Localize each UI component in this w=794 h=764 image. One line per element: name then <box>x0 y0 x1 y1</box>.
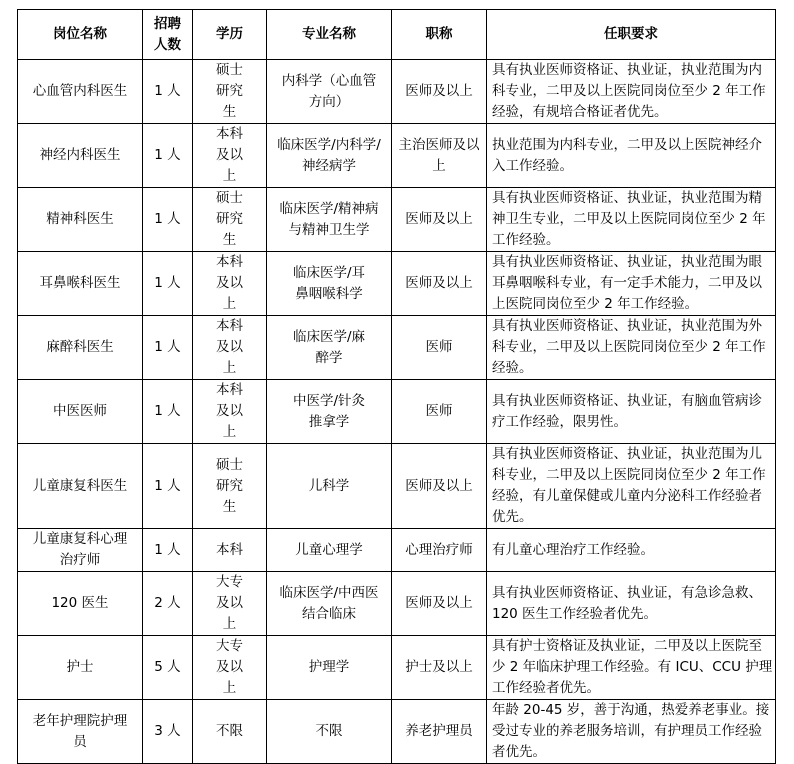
headcount-cell: 1 人 <box>143 529 193 572</box>
table-row <box>18 252 776 316</box>
position-cell: 护士 <box>18 636 143 700</box>
requirements-cell: 具有执业医师资格证、执业证，有脑血管病诊疗工作经验，限男性。 <box>487 380 776 444</box>
education-cell: 本科及以上 <box>193 316 267 380</box>
table-row <box>18 124 776 188</box>
education-cell: 不限 <box>193 700 267 764</box>
table-row <box>18 700 776 764</box>
headcount-cell: 1 人 <box>143 252 193 316</box>
headcount-cell: 1 人 <box>143 60 193 124</box>
headcount-cell: 2 人 <box>143 572 193 636</box>
headcount-cell: 1 人 <box>143 316 193 380</box>
table-row <box>18 529 776 572</box>
education-cell: 本科及以上 <box>193 252 267 316</box>
education-cell: 硕士研究生 <box>193 188 267 252</box>
position-cell: 儿童康复科医生 <box>18 444 143 529</box>
education-cell: 大专及以上 <box>193 572 267 636</box>
title-cell: 医师及以上 <box>392 572 487 636</box>
title-cell: 养老护理员 <box>392 700 487 764</box>
requirements-cell: 年龄 20-45 岁，善于沟通，热爱养老事业。接受过专业的养老服务培训，有护理员工作经验者优先。 <box>487 700 776 764</box>
header-education: 学历 <box>193 10 267 60</box>
requirements-cell: 具有执业医师资格证、执业证，执业范围为内科专业，二甲及以上医院同岗位至少 2 年工作经验，有规培合格证者优先。 <box>487 60 776 124</box>
title-cell: 医师 <box>392 380 487 444</box>
major-cell: 儿童心理学 <box>267 529 392 572</box>
major-cell: 临床医学/麻醉学 <box>267 316 392 380</box>
headcount-cell: 1 人 <box>143 380 193 444</box>
header-major: 专业名称 <box>267 10 392 60</box>
requirements-cell: 具有执业医师资格证、执业证，执业范围为外科专业，二甲及以上医院同岗位至少 2 年工作经验。 <box>487 316 776 380</box>
headcount-cell: 5 人 <box>143 636 193 700</box>
requirements-cell: 具有执业医师资格证、执业证，有急诊急救、120 医生工作经验者优先。 <box>487 572 776 636</box>
education-cell: 本科及以上 <box>193 124 267 188</box>
header-title: 职称 <box>392 10 487 60</box>
position-cell: 神经内科医生 <box>18 124 143 188</box>
education-cell: 硕士研究生 <box>193 60 267 124</box>
requirements-cell: 具有护士资格证及执业证，二甲及以上医院至少 2 年临床护理工作经验。有 ICU、CCU 护理工作经验者优先。 <box>487 636 776 700</box>
table-row <box>18 380 776 444</box>
major-cell: 不限 <box>267 700 392 764</box>
table-row <box>18 188 776 252</box>
headcount-cell: 1 人 <box>143 444 193 529</box>
major-cell: 临床医学/精神病与精神卫生学 <box>267 188 392 252</box>
title-cell: 医师及以上 <box>392 188 487 252</box>
table-header-row <box>18 10 776 60</box>
table-row <box>18 316 776 380</box>
position-cell: 精神科医生 <box>18 188 143 252</box>
position-cell: 儿童康复科心理治疗师 <box>18 529 143 572</box>
requirements-cell: 有儿童心理治疗工作经验。 <box>487 529 776 572</box>
requirements-cell: 具有执业医师资格证、执业证，执业范围为眼耳鼻咽喉科专业，有一定手术能力，二甲及以上医院同岗位至少 2 年工作经验。 <box>487 252 776 316</box>
major-cell: 临床医学/中西医结合临床 <box>267 572 392 636</box>
requirements-cell: 具有执业医师资格证、执业证，执业范围为精神卫生专业，二甲及以上医院同岗位至少 2 年工作经验。 <box>487 188 776 252</box>
recruitment-table <box>17 9 776 764</box>
major-cell: 内科学（心血管方向） <box>267 60 392 124</box>
title-cell: 医师及以上 <box>392 444 487 529</box>
title-cell: 护士及以上 <box>392 636 487 700</box>
education-cell: 本科 <box>193 529 267 572</box>
requirements-cell: 具有执业医师资格证、执业证，执业范围为儿科专业，二甲及以上医院同岗位至少 2 年工作经验，有儿童保健或儿童内分泌科工作经验者优先。 <box>487 444 776 529</box>
title-cell: 医师 <box>392 316 487 380</box>
position-cell: 心血管内科医生 <box>18 60 143 124</box>
position-cell: 耳鼻喉科医生 <box>18 252 143 316</box>
table-row <box>18 60 776 124</box>
header-position: 岗位名称 <box>18 10 143 60</box>
education-cell: 硕士研究生 <box>193 444 267 529</box>
title-cell: 医师及以上 <box>392 252 487 316</box>
major-cell: 中医学/针灸推拿学 <box>267 380 392 444</box>
headcount-cell: 1 人 <box>143 188 193 252</box>
major-cell: 护理学 <box>267 636 392 700</box>
table-row <box>18 636 776 700</box>
position-cell: 麻醉科医生 <box>18 316 143 380</box>
requirements-cell: 执业范围为内科专业，二甲及以上医院神经介入工作经验。 <box>487 124 776 188</box>
header-headcount: 招聘人数 <box>143 10 193 60</box>
education-cell: 本科及以上 <box>193 380 267 444</box>
table-row <box>18 444 776 529</box>
headcount-cell: 1 人 <box>143 124 193 188</box>
title-cell: 心理治疗师 <box>392 529 487 572</box>
title-cell: 医师及以上 <box>392 60 487 124</box>
major-cell: 儿科学 <box>267 444 392 529</box>
position-cell: 老年护理院护理员 <box>18 700 143 764</box>
title-cell: 主治医师及以上 <box>392 124 487 188</box>
table-row <box>18 572 776 636</box>
position-cell: 中医医师 <box>18 380 143 444</box>
major-cell: 临床医学/耳鼻咽喉科学 <box>267 252 392 316</box>
major-cell: 临床医学/内科学/神经病学 <box>267 124 392 188</box>
position-cell: 120 医生 <box>18 572 143 636</box>
headcount-cell: 3 人 <box>143 700 193 764</box>
education-cell: 大专及以上 <box>193 636 267 700</box>
header-requirements: 任职要求 <box>487 10 776 60</box>
